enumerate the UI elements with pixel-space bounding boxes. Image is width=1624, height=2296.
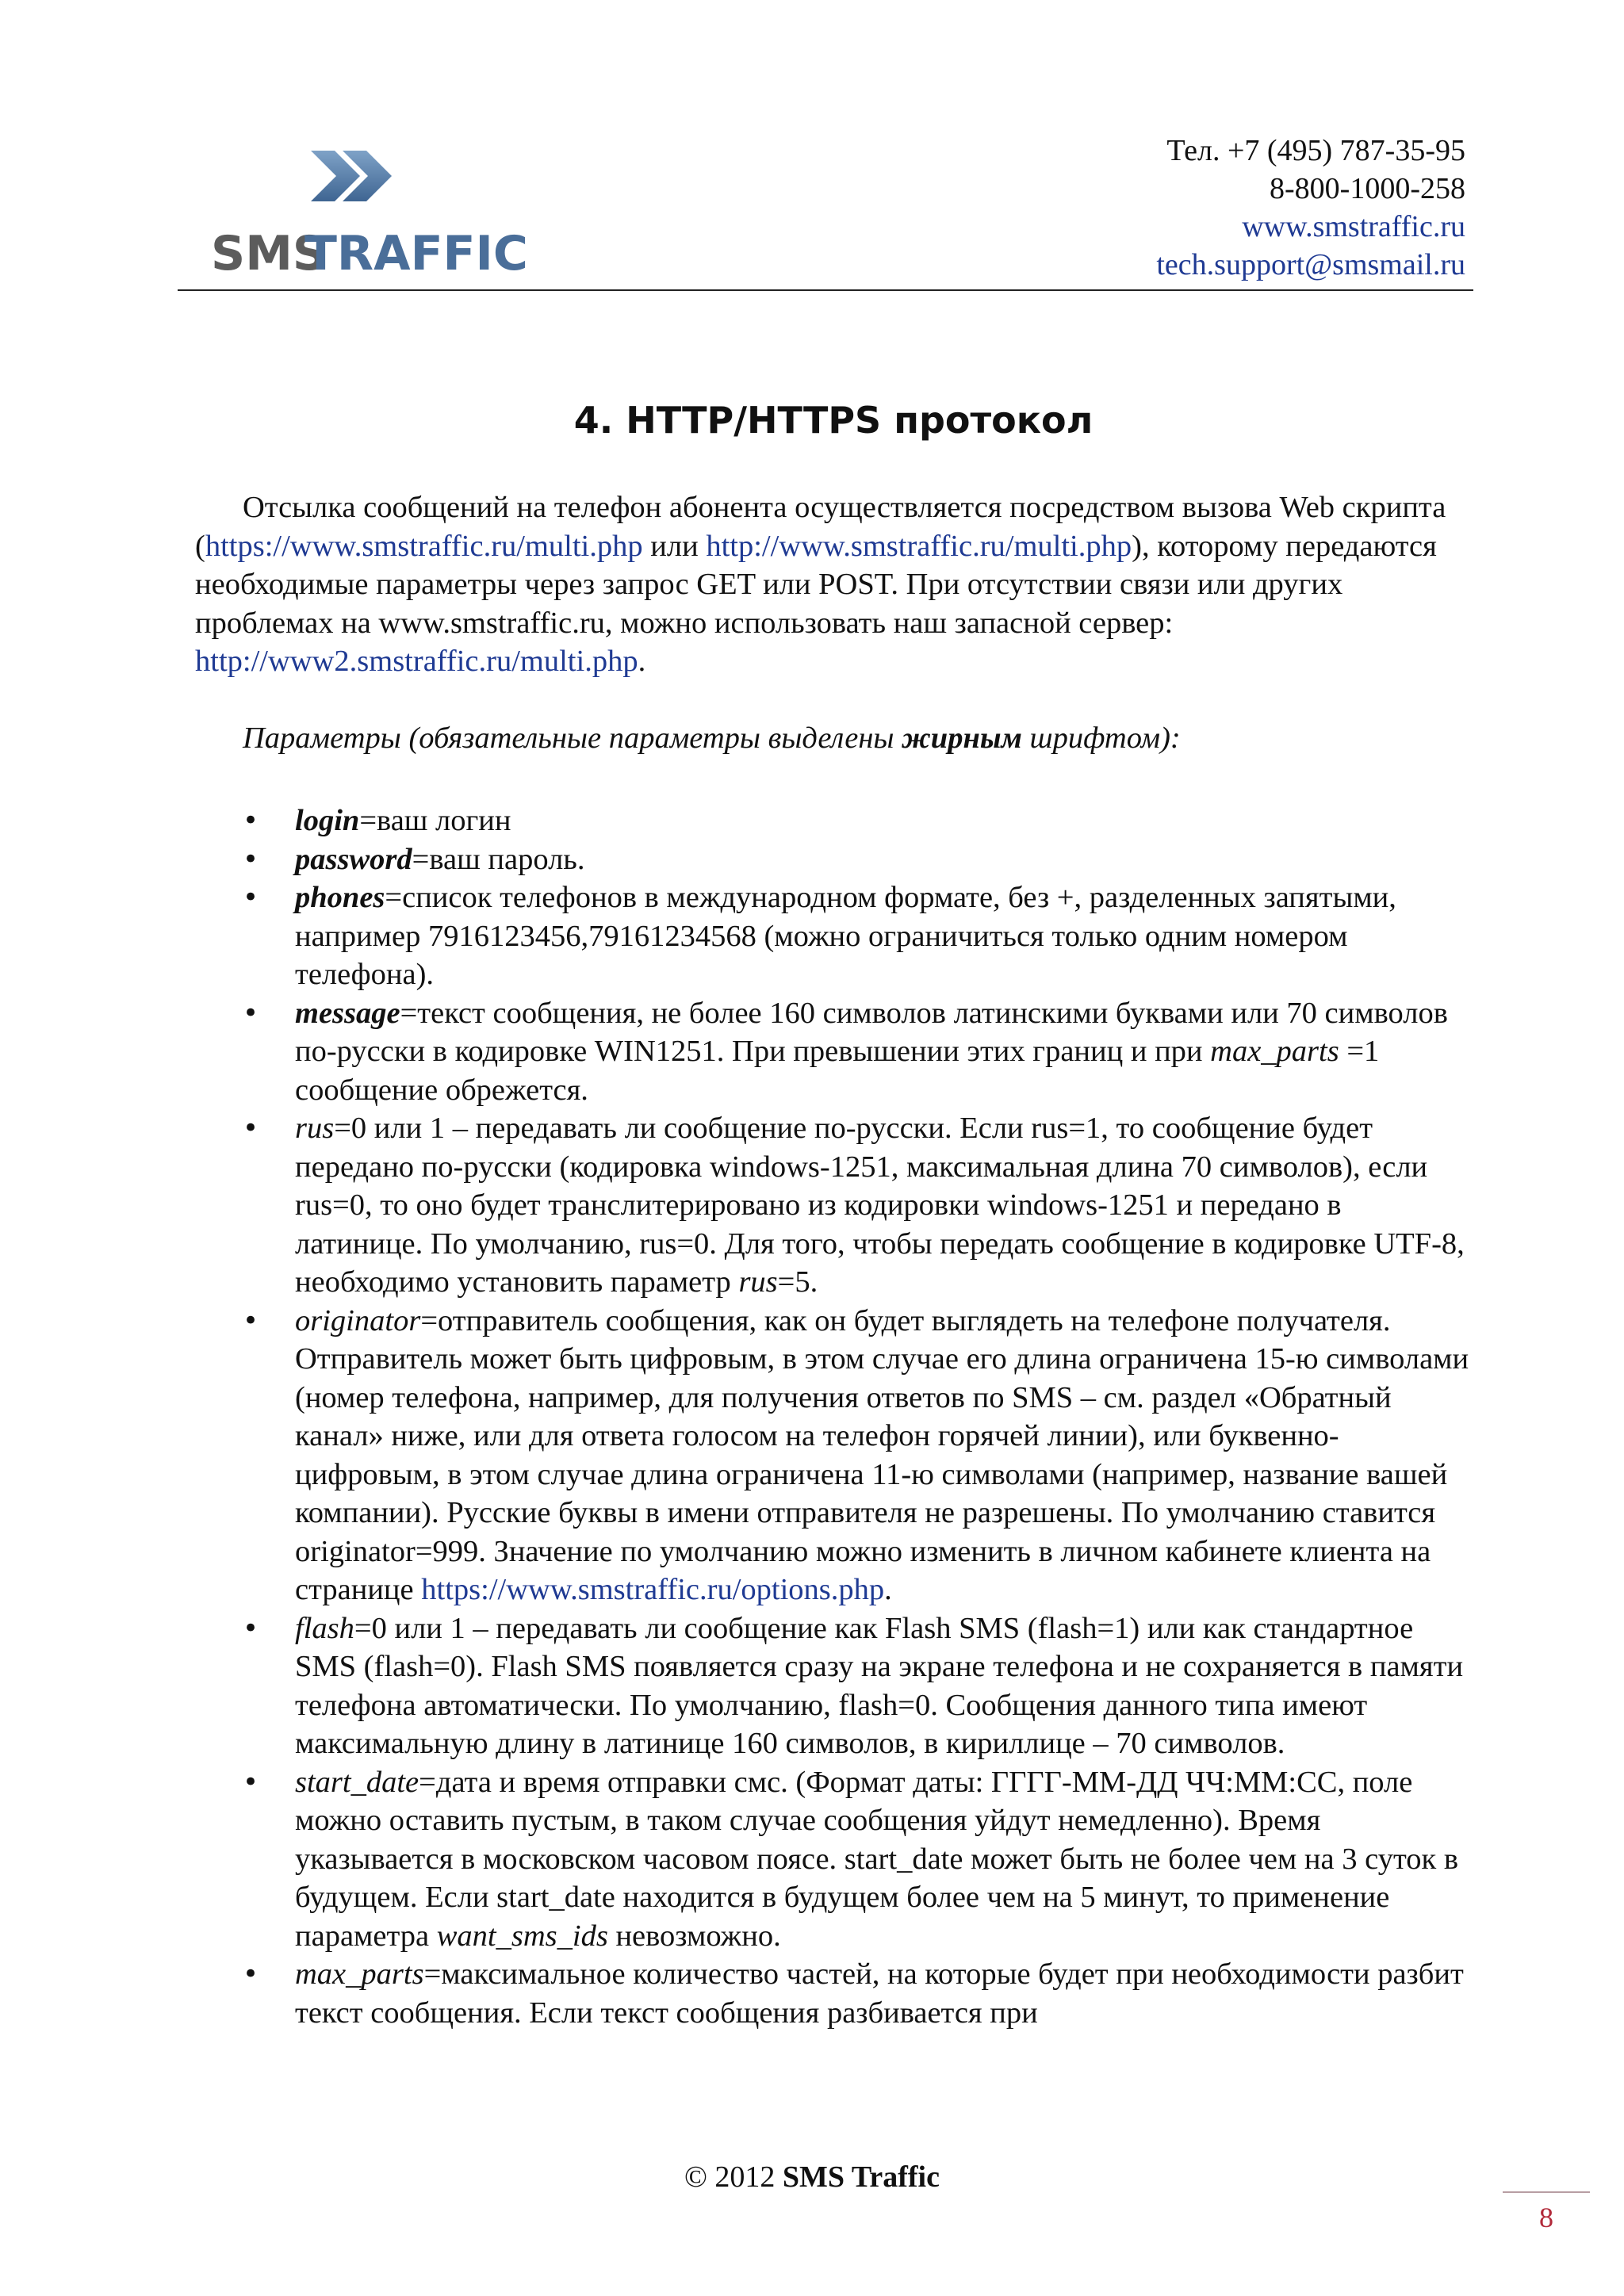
- logo-arrows-icon: [208, 143, 528, 281]
- param-name: start_date: [295, 1765, 419, 1799]
- logo-sms-text: SMS: [211, 226, 327, 281]
- support-email-link[interactable]: tech.support@smsmail.ru: [1156, 248, 1465, 281]
- param-originator: • originator=отправитель сообщения, как он будет выглядеть на телефоне получателя. Отправитель может быть цифровым, в этом случае его длина ограничена 15-ю символами (номер телефона, например, для получения ответов по SMS – см. раздел «Обратный канал» ниже, или для ответа голосом на телефон горячей линии), или буквенно-цифровым, в этом случае длина ограничена 11-ю символами (например, название вашей компании). Русские буквы в имени отправителя не разрешены. По умолчанию ставится originator=999. Значение по умолчанию можно изменить в личном кабинете клиента на странице https://www.smstraffic.ru/options.php.: [195, 1302, 1472, 1609]
- param-password: • password=ваш пароль.: [195, 840, 1472, 879]
- phone-toll-free: 8-800-1000-258: [1270, 172, 1465, 205]
- header-divider: [178, 289, 1473, 291]
- param-name: login: [295, 804, 360, 837]
- section-title: 4. HTTP/HTTPS протокол: [573, 399, 1094, 442]
- phone: Тел. +7 (495) 787-35-95: [1166, 134, 1465, 167]
- params-note: Параметры (обязательные параметры выделены жирным шрифтом):: [243, 721, 1181, 755]
- page-number: 8: [1539, 2202, 1553, 2233]
- param-name: originator: [295, 1303, 421, 1337]
- company-logo: [208, 143, 528, 281]
- param-name: phones: [295, 881, 385, 914]
- param-name: rus: [295, 1112, 335, 1145]
- param-name: message: [295, 996, 400, 1030]
- param-login: • login=ваш логин: [195, 802, 1472, 840]
- param-name: max_parts: [295, 1957, 424, 1991]
- intro-paragraph: Отсылка сообщений на телефон абонента осуществляется посредством вызова Web скрипта (https://www.smstraffic.ru/multi.php или http://www.smstraffic.ru/multi.php), которому передаются необходимые параметры через запрос GET или POST. При отсутствии связи или других проблемах на www.smstraffic.ru, можно использовать наш запасной сервер: http://www2.smstraffic.ru/multi.php.: [195, 491, 1446, 678]
- website-link[interactable]: www.smstraffic.ru: [1242, 210, 1465, 243]
- param-name: flash: [295, 1611, 354, 1645]
- param-start-date: • start_date=дата и время отправки смс. (Формат даты: ГГГГ-ММ-ДД ЧЧ:ММ:СС, поле можно оставить пустым, в таком случае сообщения уйдут немедленно). Время указывается в московском часовом поясе. start_date может быть не более чем на 3 суток в будущем. Если start_date находится в будущем более чем на 5 минут, то применение параметра want_sms_ids невозможно.: [195, 1763, 1472, 1956]
- footer-copyright: © 2012 SMS Traffic: [684, 2160, 940, 2194]
- param-message: • message=текст сообщения, не более 160 символов латинскими буквами или 70 символов по-русски в кодировке WIN1251. При превышении этих границ и при max_parts =1 сообщение обрежется.: [195, 994, 1472, 1110]
- params-list: [195, 802, 1472, 2032]
- multi-php-http-link[interactable]: http://www.smstraffic.ru/multi.php: [706, 529, 1132, 563]
- multi-php-https-link[interactable]: https://www.smstraffic.ru/multi.php: [205, 529, 643, 563]
- contact-block: [1156, 132, 1465, 284]
- page-number-rule: [1503, 2191, 1590, 2193]
- param-name: password: [295, 842, 412, 876]
- param-phones: • phones=список телефонов в международном формате, без +, разделенных запятыми, например 7916123456,79161234568 (можно ограничиться только одним номером телефона).: [195, 878, 1472, 994]
- logo-traffic-text: TRAFFIC: [304, 226, 528, 281]
- param-max-parts: • max_parts=максимальное количество частей, на которые будет при необходимости разбит текст сообщения. Если текст сообщения разбивается при: [195, 1955, 1472, 2032]
- footer-brand: SMS Traffic: [782, 2160, 940, 2194]
- page-content: [195, 381, 1472, 2032]
- param-flash: • flash=0 или 1 – передавать ли сообщение как Flash SMS (flash=1) или как стандартное SMS (flash=0). Flash SMS появляется сразу на экране телефона и не сохраняется в памяти телефона автоматически. По умолчанию, flash=0. Сообщения данного типа имеют максимальную длину в латинице 160 символов, в кириллице – 70 символов.: [195, 1609, 1472, 1763]
- param-rus: • rus=0 или 1 – передавать ли сообщение по-русски. Если rus=1, то сообщение будет передано по-русски (кодировка windows-1251, максимальная длина 70 символов), если rus=0, то оно будет транслитерировано из кодировки windows-1251 и передано в латинице. По умолчанию, rus=0. Для того, чтобы передать сообщение в кодировке UTF-8, необходимо установить параметр rus=5.: [195, 1109, 1472, 1302]
- options-page-link[interactable]: https://www.smstraffic.ru/options.php: [421, 1573, 885, 1606]
- backup-server-link[interactable]: http://www2.smstraffic.ru/multi.php: [195, 645, 638, 678]
